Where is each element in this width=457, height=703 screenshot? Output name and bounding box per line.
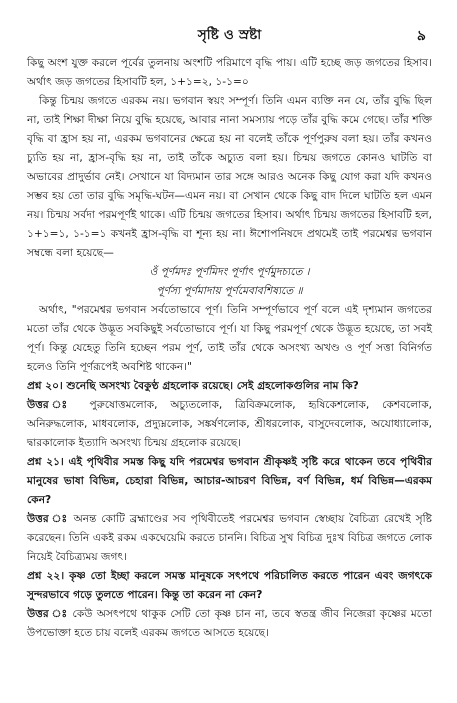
page-number: ৯ [416,28,426,44]
qa-block-22 [27,567,432,643]
answer-text: অনন্ত কোটি ব্রহ্মাণ্ডের সব পৃথিবীতেই পরমেশ্বর ভগবান স্বেচ্ছায় বৈচিত্র্য রেখেই সৃষ্টি করেছেন। তিনি একই রকম একঘেয়েমি করতে চাননি। বিচিত্র সুখ বিচিত্র দুঃখ বিচিত্র জগতে লোক নিয়েই বৈচিত্র্যময় জগৎ। [27,513,432,563]
question-21: প্রশ্ন ২১। এই পৃথিবীর সমস্ত কিছু যদি পরমেশ্বর ভগবান শ্রীকৃষ্ণই সৃষ্টি করে থাকেন তবে পৃথিবীর মানুষের ভাষা বিভিন্ন, চেহারা বিভিন্ন, আচার-আচরণ বিভিন্ন, বর্ণ বিভিন্ন, ধর্ম বিভিন্ন—এরকম কেন? [27,456,432,506]
page-body [27,54,432,643]
running-title: সৃষ্টি ও স্রষ্টা [197,27,262,43]
answer-label: উত্তর ঃ [27,608,69,620]
question-22: প্রশ্ন ২২। কৃষ্ণ তো ইচ্ছা করলে সমস্ত মানুষকে সৎপথে পরিচালিত করতে পারেন এবং জগৎকে সুন্দরভাবে গড়ে তুলতে পারেন। কিন্তু তা করেন না কেন? [27,570,432,601]
sanskrit-verse [27,263,432,301]
answer-20 [27,396,432,453]
verse-translation: অর্থাৎ, "পরমেশ্বর ভগবান সর্বতোভাবে পূর্ণ। তিনি সম্পূর্ণভাবে পূর্ণ বলে এই দৃশ্যমান জগতের মতো তাঁর থেকে উদ্ভূত সবকিছুই সর্বতোভাবে পূর্ণ। যা কিছু পরমপূর্ণ থেকে উদ্ভূত হয়েছে, তা সবই পূর্ণ। কিন্তু যেহেতু তিনি হচ্ছেন পরম পূর্ণ, তাই তাঁর থেকে অসংখ্য অখণ্ড ও পূর্ণ সত্তা বিনির্গত হলেও তিনি পূর্ণরূপেই অবশিষ্ট থাকেন।" [27,304,432,373]
paragraph-2: কিন্তু চিন্ময় জগতে এরকম নয়। ভগবান স্বয়ং সম্পূর্ণ। তিনি এমন ব্যক্তি নন যে, তাঁর বুদ্ধি ছিল না, তাই শিক্ষা দীক্ষা নিয়ে বুদ্ধি হয়েছে, আবার নানা সমস্যায় পড়ে তাঁর বুদ্ধি কমে গেছে। তাঁর শক্তি বৃদ্ধি বা হ্রাস হয় না, এরকম ভগবানের ক্ষেত্রে হয় না বলেই তাঁকে পূর্ণপুরুষ বলা হয়। তাঁর কখনও চ্যুতি হয় না, হ্রাস-বৃদ্ধি হয় না, তাই তাঁকে অচ্যুত বলা হয়। চিন্ময় জগতে কোনও ঘাটতি বা অভাবের প্রাদুর্ভাব নেই। সেখানে যা বিদ্যমান তার সঙ্গে আরও অনেক কিছু যোগ করা যদি কখনও সম্ভব হয় তো তার বুদ্ধি সমৃদ্ধি-ঘটন—এমন নয়। বা সেখান থেকে কিছু বাদ দিলে ঘাটতি হল এমন নয়। চিন্ময় সর্বদা পরমপূর্ণই থাকে। এটি চিন্ময় জগতের হিসাব। অর্থাৎ চিন্ময় জগতের হিসাবটি হল, ১+১=১, ১-১=১ কখনই হ্রাস-বৃদ্ধি বা শূন্য হয় না। ঈশোপনিষদে প্রথমেই তাই পরমেশ্বর ভগবান সম্বন্ধে বলা হয়েছে— [27,95,432,259]
qa-block-21 [27,453,432,567]
answer-label: উত্তর ঃ [27,399,77,411]
verse-line-1: ওঁ পূর্ণমদঃ পূর্ণমিদং পূর্ণাৎ পূর্ণমুদচ্যতে । [149,266,310,278]
page-header [27,24,432,48]
question-20: প্রশ্ন ২০। শুনেছি অসংখ্য বৈকুণ্ঠ গ্রহলোক রয়েছে। সেই গ্রহলোকগুলির নাম কি? [27,380,359,392]
answer-21 [27,510,432,567]
answer-text: পুরুষোত্তমলোক, অচ্যুতলোক, ত্রিবিক্রমলোক, হৃষিকেশলোক, কেশবলোক, অনিরুদ্ধলোক, মাধবলোক, প্রদ্যুম্নলোক, সঙ্কর্ষণলোক, শ্রীধরলোক, বাসুদেবলোক, অযোধ্যালোক, দ্বারকালোক ইত্যাদি অসংখ্য চিন্ময় গ্রহলোক রয়েছে। [27,399,432,449]
verse-line-2: পূর্ণস্য পূর্ণমাদায় পূর্ণমেবাবশিষ্যতে ॥ [156,285,303,297]
qa-block-20 [27,377,432,453]
answer-text: কেউ অসৎপথে থাকুক সেটি তো কৃষ্ণ চান না, তবে স্বতন্ত্র জীব নিজেরা কৃষ্ণের মতো উপভোক্তা হতে চায় বলেই এরকম জগতে আসতে হয়েছে। [27,608,432,639]
answer-22 [27,605,432,643]
answer-label: উত্তর ঃ [27,513,69,525]
paragraph-1: কিছু অংশ যুক্ত করলে পূর্বের তুলনায় অংশটি পরিমাণে বৃদ্ধি পায়। এটি হচ্ছে জড় জগতের হিসাব। অর্থাৎ জড় জগতের হিসাবটি হল, ১+১=২, ১-১=০ [27,57,432,88]
